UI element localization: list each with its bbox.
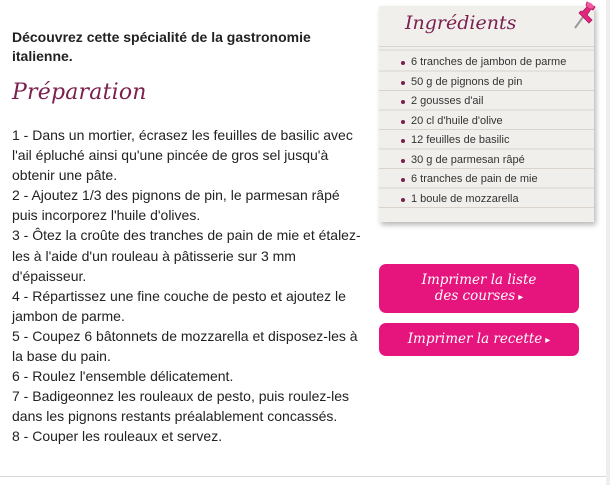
ingredient-item: 6 tranches de pain de mie [401, 170, 566, 190]
bullet-icon [401, 81, 405, 85]
print-shopping-list-label-2: des courses ▸ [434, 288, 524, 304]
push-pin-icon [565, 0, 601, 36]
ingredient-item: 50 g de pignons de pin [401, 73, 566, 93]
step-8: 8 - Couper les rouleaux et servez. [12, 428, 223, 445]
print-recipe-button[interactable] [379, 323, 579, 356]
ingredients-note [379, 6, 594, 222]
step-3: 3 - Ôtez la croûte des tranches de pain de mie et étalez-les à l'aide d'un rouleau à pâtisserie sur 3 mm d'épaisseur. [12, 227, 361, 284]
ingredient-item: 6 tranches de jambon de parme [401, 53, 566, 73]
step-1: 1 - Dans un mortier, écrasez les feuilles de basilic avec l'ail épluché ainsi qu'une pincée de gros sel jusqu'à obtenir une pâte. [12, 127, 353, 184]
step-4: 4 - Répartissez une fine couche de pesto et ajoutez le jambon de parme. [12, 287, 346, 324]
ingredients-list [401, 53, 566, 209]
bullet-icon [401, 120, 405, 124]
ingredient-item: 30 g de parmesan râpé [401, 151, 566, 171]
ingredients-header [379, 6, 594, 47]
step-6: 6 - Roulez l'ensemble délicatement. [12, 368, 234, 385]
print-recipe-label: Imprimer la recette ▸ [407, 331, 551, 347]
bullet-icon [401, 178, 405, 182]
ingredients-title: Ingrédients [405, 12, 517, 34]
arrow-right-icon: ▸ [518, 292, 524, 303]
preparation-heading: Préparation [12, 80, 147, 105]
bullet-icon [401, 198, 405, 202]
ingredient-item: 12 feuilles de basilic [401, 131, 566, 151]
step-7: 7 - Badigeonnez les rouleaux de pesto, puis roulez-les dans les pignons restants préalablement concassés. [12, 388, 349, 425]
bullet-icon [401, 159, 405, 163]
bullet-icon [401, 139, 405, 143]
ingredient-item: 1 boule de mozzarella [401, 190, 566, 210]
page-edge [606, 0, 610, 485]
preparation-steps [12, 125, 362, 447]
ingredient-item: 20 cl d'huile d'olive [401, 112, 566, 132]
bullet-icon [401, 100, 405, 104]
arrow-right-icon: ▸ [545, 335, 551, 346]
ingredient-item: 2 gousses d'ail [401, 92, 566, 112]
print-shopping-list-label-1: Imprimer la liste [421, 272, 537, 288]
bullet-icon [401, 61, 405, 65]
recipe-intro: Découvrez cette spécialité de la gastronomie italienne. [12, 29, 311, 64]
step-2: 2 - Ajoutez 1/3 des pignons de pin, le parmesan râpé puis incorporez l'huile d'olives. [12, 187, 340, 224]
print-shopping-list-button[interactable] [379, 264, 579, 313]
step-5: 5 - Coupez 6 bâtonnets de mozzarella et disposez-les à la base du pain. [12, 327, 358, 365]
bottom-divider [0, 476, 610, 477]
